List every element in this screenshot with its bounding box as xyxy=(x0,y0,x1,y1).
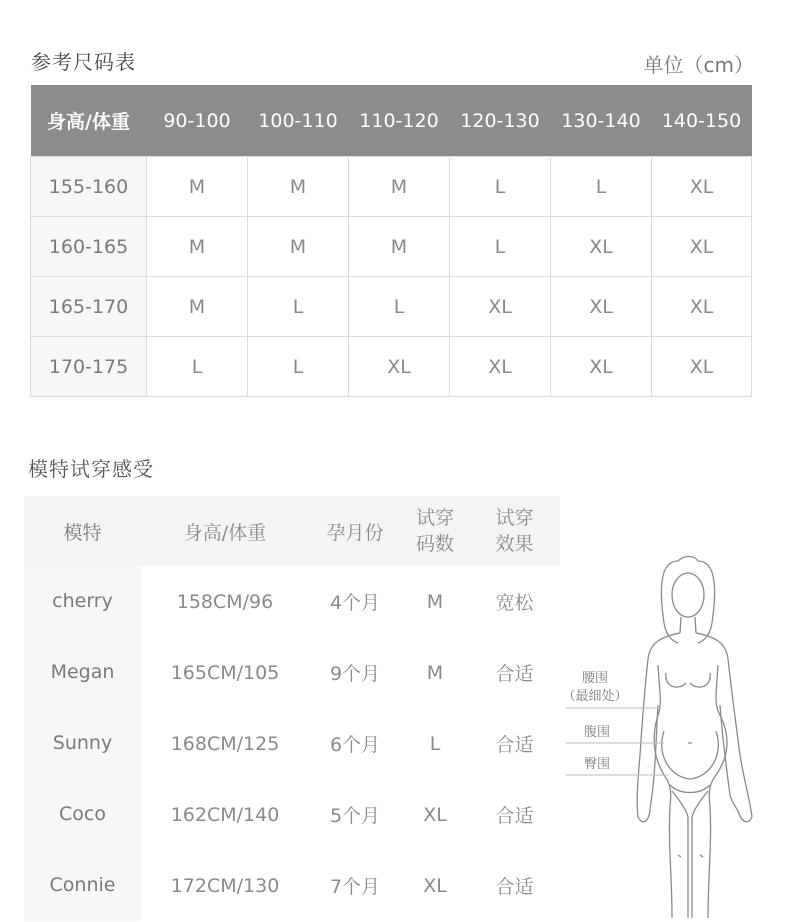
header-weight-cell: 110-120 xyxy=(349,85,450,157)
belly-label: 腹围 xyxy=(583,725,610,740)
table-row xyxy=(24,779,560,850)
header-model: 模特 xyxy=(63,521,102,544)
table-row xyxy=(24,850,560,921)
size-chart-table xyxy=(30,85,752,397)
table-row xyxy=(31,277,752,337)
model-fit: 合适 xyxy=(495,876,534,898)
model-name: Coco xyxy=(24,779,141,850)
table-row xyxy=(31,157,752,217)
table-row xyxy=(31,217,752,277)
size-cell: M xyxy=(349,217,450,277)
header-corner-cell: 身高/体重 xyxy=(31,85,147,157)
header-pregnancy-month: 孕月份 xyxy=(326,521,384,544)
model-height-weight: 172CM/130 xyxy=(170,874,280,897)
header-weight-cell: 140-150 xyxy=(652,85,752,157)
model-fit-title: 模特试穿感受 xyxy=(28,457,154,481)
size-cell: XL xyxy=(349,337,450,397)
header-height-weight: 身高/体重 xyxy=(183,521,267,544)
table-row xyxy=(31,337,752,397)
table-row xyxy=(24,708,560,779)
size-cell: L xyxy=(450,157,551,217)
model-pregnancy-month: 5个月 xyxy=(329,805,381,827)
header-weight-cell: 90-100 xyxy=(147,85,248,157)
table-row xyxy=(24,566,560,637)
model-size: XL xyxy=(423,874,447,897)
size-cell: XL xyxy=(450,337,551,397)
header-fit-effect: 试穿 效果 xyxy=(495,507,534,555)
size-cell: M xyxy=(147,217,248,277)
size-cell: XL xyxy=(551,337,652,397)
model-name: Connie xyxy=(24,850,141,921)
model-size: M xyxy=(426,661,444,684)
size-cell: XL xyxy=(652,337,752,397)
model-size: XL xyxy=(423,803,447,826)
model-fit: 合适 xyxy=(495,734,534,756)
header-weight-cell: 100-110 xyxy=(248,85,349,157)
size-cell: XL xyxy=(652,217,752,277)
size-cell: L xyxy=(349,277,450,337)
size-cell: XL xyxy=(652,277,752,337)
model-pregnancy-month: 6个月 xyxy=(329,734,381,756)
model-pregnancy-month: 7个月 xyxy=(329,876,381,898)
model-name: Sunny xyxy=(24,708,141,779)
size-cell: M xyxy=(147,277,248,337)
model-size: M xyxy=(426,590,444,613)
header-tried-size: 试穿 码数 xyxy=(415,507,454,555)
model-pregnancy-month: 4个月 xyxy=(329,592,381,614)
size-chart-title: 参考尺码表 xyxy=(31,50,136,74)
model-height-weight: 168CM/125 xyxy=(170,732,280,755)
size-cell: XL xyxy=(652,157,752,217)
model-size: L xyxy=(429,732,441,755)
size-cell: L xyxy=(147,337,248,397)
size-cell: L xyxy=(248,337,349,397)
height-cell: 165-170 xyxy=(31,277,147,337)
model-fit: 合适 xyxy=(495,805,534,827)
unit-label: 单位（cm） xyxy=(643,53,754,77)
model-height-weight: 162CM/140 xyxy=(170,803,280,826)
height-cell: 160-165 xyxy=(31,217,147,277)
model-fit-table xyxy=(24,496,560,921)
model-fit-header-row xyxy=(24,496,560,566)
model-height-weight: 165CM/105 xyxy=(170,661,280,684)
size-cell: L xyxy=(450,217,551,277)
header-weight-cell: 120-130 xyxy=(450,85,551,157)
size-cell: M xyxy=(248,157,349,217)
model-pregnancy-month: 9个月 xyxy=(329,663,381,685)
header-weight-cell: 130-140 xyxy=(551,85,652,157)
size-cell: XL xyxy=(551,217,652,277)
size-cell: L xyxy=(248,277,349,337)
model-name: Megan xyxy=(24,637,141,708)
height-cell: 155-160 xyxy=(31,157,147,217)
table-row xyxy=(24,637,560,708)
size-cell: M xyxy=(248,217,349,277)
size-cell: M xyxy=(349,157,450,217)
model-fit: 宽松 xyxy=(495,592,534,614)
size-cell: M xyxy=(147,157,248,217)
size-cell: XL xyxy=(450,277,551,337)
hip-label: 臀围 xyxy=(583,757,610,772)
height-cell: 170-175 xyxy=(31,337,147,397)
model-fit: 合适 xyxy=(495,663,534,685)
model-height-weight: 158CM/96 xyxy=(176,590,274,613)
model-name: cherry xyxy=(24,566,141,637)
body-measurement-figure xyxy=(560,555,790,918)
waist-label: 腰围 （最细处） xyxy=(562,671,628,704)
size-chart-header-row xyxy=(31,85,752,157)
size-cell: L xyxy=(551,157,652,217)
size-cell: XL xyxy=(551,277,652,337)
